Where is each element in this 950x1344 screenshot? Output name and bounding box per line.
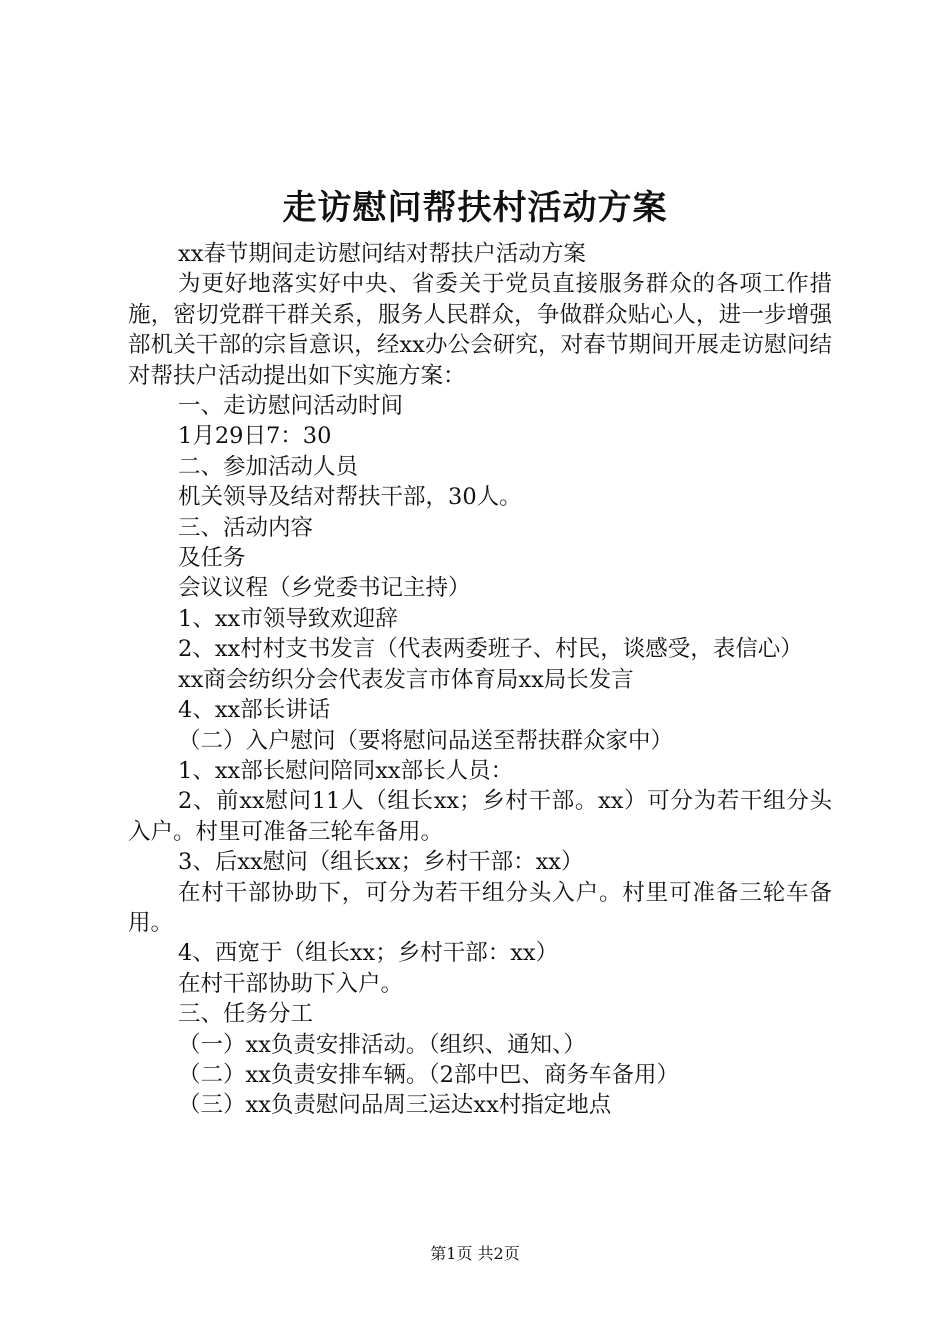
list-item: 4、西宽于（组长xx；乡村干部：xx） — [178, 940, 559, 967]
list-item: 1、xx市领导致欢迎辞 — [178, 605, 398, 632]
paragraph-time: 1月29日7：30 — [178, 423, 332, 450]
heading-home-visits: （二）入户慰问（要将慰问品送至帮扶群众家中） — [178, 727, 674, 754]
list-item: （三）xx负责慰问品周三运达xx村指定地点 — [178, 1092, 612, 1119]
list-item: 在村干部协助下入户。 — [178, 970, 404, 997]
list-item: 4、xx部长讲话 — [178, 697, 331, 724]
list-item: 3、后xx慰问（组长xx；乡村干部：xx） — [178, 849, 584, 876]
list-item: （一）xx负责安排活动。（组织、通知、） — [178, 1031, 586, 1058]
list-item: xx商会纺织分会代表发言市体育局xx局长发言 — [178, 666, 634, 693]
list-item: 1、xx部长慰问陪同xx部长人员： — [178, 757, 514, 784]
list-item: 2、xx村村支书发言（代表两委班子、村民，谈感受，表信心） — [178, 636, 803, 663]
paragraph-agenda: 会议议程（乡党委书记主持） — [178, 575, 471, 602]
list-item: 在村干部协助下，可分为若干组分头入户。村里可准备三轮车备用。 — [128, 879, 832, 936]
heading-activity-content: 三、活动内容 — [178, 514, 314, 541]
document-body — [128, 239, 832, 1121]
paragraph-subtitle: xx春节期间走访慰问结对帮扶户活动方案 — [178, 241, 586, 267]
heading-tasks: 及任务 — [178, 545, 246, 572]
heading-task-division: 三、任务分工 — [178, 1001, 314, 1028]
document-title: 走访慰问帮扶村活动方案 — [282, 188, 668, 228]
page-footer: 第1页 共2页 — [430, 1244, 520, 1263]
list-item: （二）xx负责安排车辆。（2部中巴、商务车备用） — [178, 1061, 679, 1088]
paragraph-participants: 机关领导及结对帮扶干部，30人。 — [178, 484, 522, 511]
list-item: 2、前xx慰问11人（组长xx；乡村干部。xx）可分为若干组分头入户。村里可准备三轮车备用。 — [128, 788, 832, 845]
heading-participants: 二、参加活动人员 — [178, 453, 359, 480]
paragraph-intro: 为更好地落实好中央、省委关于党员直接服务群众的各项工作措施，密切党群干群关系，服务人民群众，争做群众贴心人，进一步增强部机关干部的宗旨意识，经xx办公会研究，对春节期间开展走访慰问结对帮扶户活动提出如下实施方案： — [128, 271, 832, 389]
heading-activity-time: 一、走访慰问活动时间 — [178, 393, 404, 420]
